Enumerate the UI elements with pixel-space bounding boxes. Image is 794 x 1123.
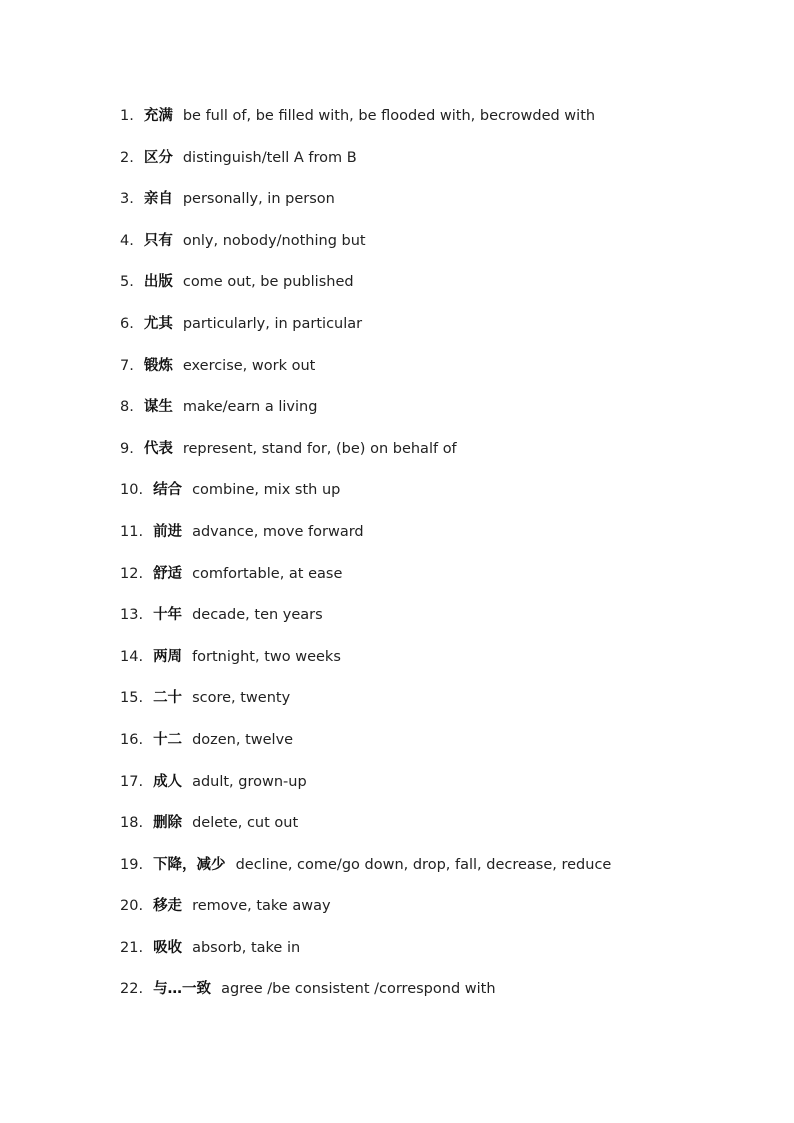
list-item: [120, 439, 760, 481]
item-number: 1.: [120, 108, 134, 124]
english-translation: exercise, work out: [182, 357, 316, 374]
chinese-term: 只有: [143, 232, 173, 249]
chinese-term: 代表: [143, 440, 173, 457]
chinese-term: 舒适: [153, 565, 183, 582]
list-item: [120, 772, 760, 814]
chinese-term: 亲自: [143, 191, 173, 208]
chinese-term: 二十: [153, 690, 183, 707]
list-item: [120, 938, 760, 980]
vocabulary-list: [120, 106, 760, 1021]
chinese-term: 与…一致: [153, 981, 212, 998]
item-number: 15.: [120, 690, 144, 707]
item-number: 6.: [120, 315, 134, 332]
list-item: [120, 688, 760, 730]
chinese-term: 十年: [153, 607, 183, 624]
chinese-term: 锻炼: [143, 357, 173, 374]
item-number: 12.: [120, 565, 144, 582]
english-translation: delete, cut out: [192, 815, 299, 832]
list-item: [120, 522, 760, 564]
item-number: 21.: [120, 939, 144, 956]
list-item: [120, 106, 760, 148]
chinese-term: 成人: [153, 773, 183, 790]
item-number: 8.: [120, 399, 134, 416]
chinese-term: 充满: [143, 108, 173, 124]
chinese-term: 移走: [153, 898, 183, 915]
english-translation: decline, come/go down, drop, fall, decrease, reduce: [235, 856, 612, 873]
item-number: 4.: [120, 232, 134, 249]
english-translation: absorb, take in: [192, 939, 301, 956]
chinese-term: 删除: [153, 815, 183, 832]
item-number: 11.: [120, 523, 144, 540]
list-item: [120, 148, 760, 190]
chinese-term: 十二: [153, 731, 183, 748]
chinese-term: 谋生: [143, 399, 173, 416]
item-number: 16.: [120, 731, 144, 748]
list-item: [120, 189, 760, 231]
english-translation: personally, in person: [182, 191, 335, 208]
chinese-term: 区分: [143, 149, 173, 166]
item-number: 9.: [120, 440, 134, 457]
list-item: [120, 314, 760, 356]
list-item: [120, 896, 760, 938]
english-translation: advance, move forward: [192, 523, 364, 540]
chinese-term: 前进: [153, 523, 183, 540]
item-number: 10.: [120, 482, 144, 499]
item-number: 2.: [120, 149, 134, 166]
chinese-term: 两周: [153, 648, 183, 665]
english-translation: represent, stand for, (be) on behalf of: [182, 440, 457, 457]
english-translation: comfortable, at ease: [192, 565, 343, 582]
item-number: 18.: [120, 815, 144, 832]
list-item: [120, 647, 760, 689]
english-translation: agree /be consistent /correspond with: [221, 981, 496, 998]
list-item: [120, 813, 760, 855]
list-item: [120, 397, 760, 439]
english-translation: adult, grown-up: [192, 773, 307, 790]
list-item: [120, 855, 760, 897]
item-number: 20.: [120, 898, 144, 915]
item-number: 7.: [120, 357, 134, 374]
chinese-term: 结合: [153, 482, 183, 499]
chinese-term: 尤其: [143, 315, 173, 332]
chinese-term: 出版: [143, 274, 173, 291]
item-number: 19.: [120, 856, 144, 873]
chinese-term: 下降，减少: [153, 856, 226, 873]
english-translation: score, twenty: [192, 690, 291, 707]
list-item: [120, 979, 760, 1021]
list-item: [120, 356, 760, 398]
list-item: [120, 730, 760, 772]
english-translation: come out, be published: [182, 274, 354, 291]
list-item: [120, 605, 760, 647]
english-translation: be full of, be filled with, be flooded with, becrowded with: [182, 108, 596, 124]
english-translation: make/earn a living: [182, 399, 318, 416]
english-translation: dozen, twelve: [192, 731, 294, 748]
list-item: [120, 564, 760, 606]
item-number: 17.: [120, 773, 144, 790]
english-translation: distinguish/tell A from B: [182, 149, 357, 166]
item-number: 22.: [120, 981, 144, 998]
english-translation: fortnight, two weeks: [192, 648, 341, 665]
item-number: 14.: [120, 648, 144, 665]
list-item: [120, 272, 760, 314]
english-translation: decade, ten years: [192, 607, 323, 624]
item-number: 13.: [120, 607, 144, 624]
chinese-term: 吸收: [153, 939, 183, 956]
item-number: 5.: [120, 274, 134, 291]
english-translation: combine, mix sth up: [192, 482, 341, 499]
english-translation: remove, take away: [192, 898, 331, 915]
item-number: 3.: [120, 191, 134, 208]
english-translation: particularly, in particular: [182, 315, 363, 332]
english-translation: only, nobody/nothing but: [182, 232, 366, 249]
list-item: [120, 231, 760, 273]
list-item: [120, 480, 760, 522]
